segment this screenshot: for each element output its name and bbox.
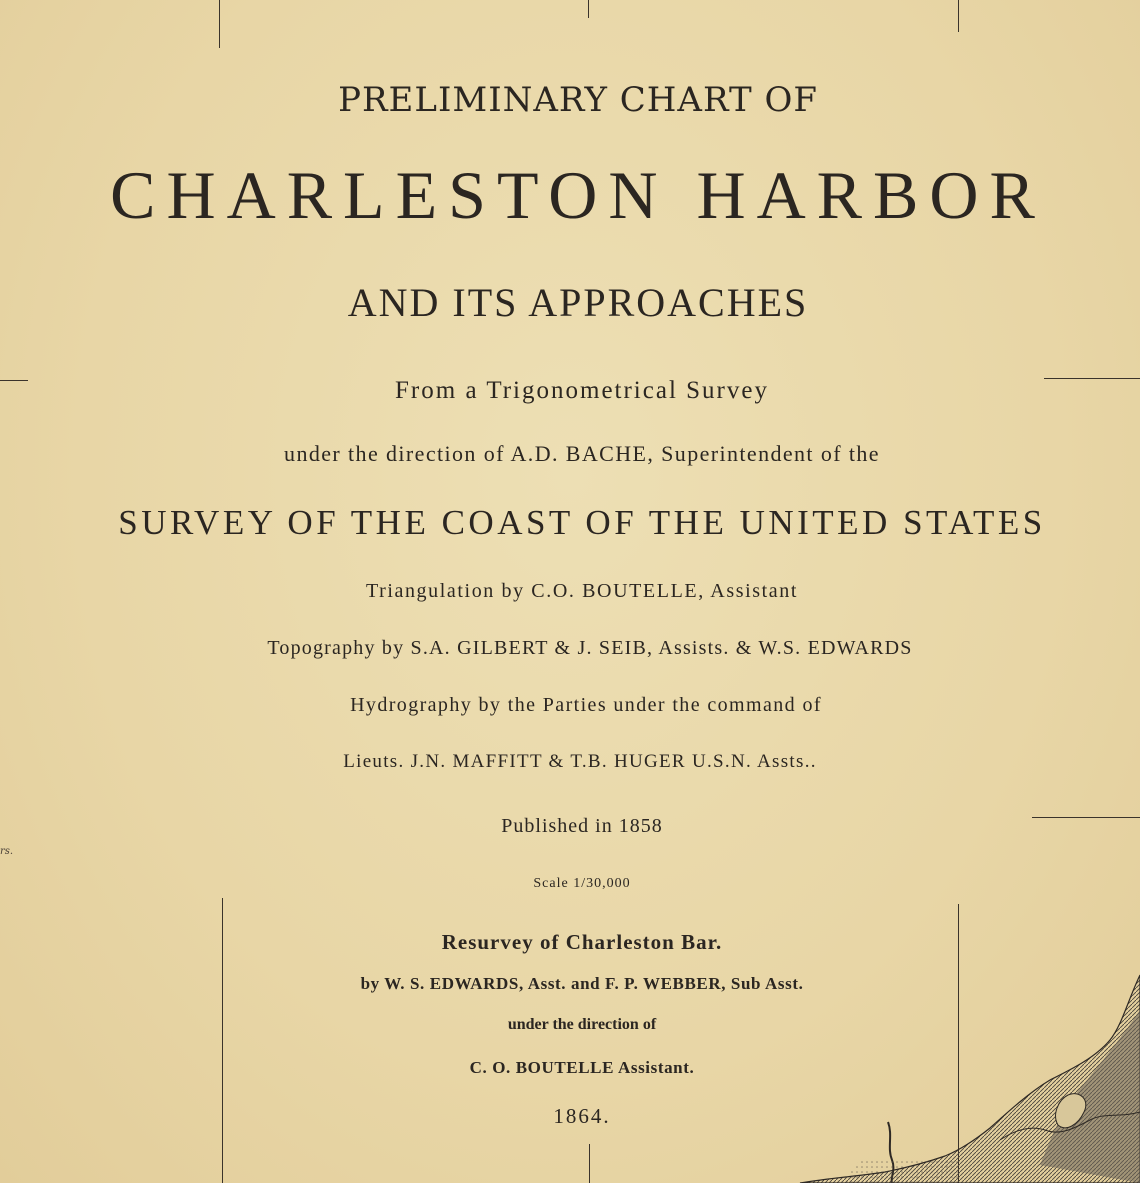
credit-triangulation: Triangulation by C.O. BOUTELLE, Assistant [365,580,799,602]
scale-label: Scale 1/30,000 [533,876,631,891]
title-charleston-harbor: CHARLESTON HARBOR [110,157,1046,233]
shoal-dots [840,1160,960,1183]
title-preliminary: PRELIMINARY CHART OF [338,80,818,120]
resurvey-year: 1864. [553,1104,611,1128]
title-approaches: AND ITS APPROACHES [347,280,809,325]
survey-line-2: under the direction of A.D. BACHE, Superintendent of the [284,441,880,466]
credit-topography: Topography by S.A. GILBERT & J. SEIB, Assists. & W.S. EDWARDS [267,637,913,659]
edge-label: rs. [0,846,14,857]
credit-hydrography: Hydrography by the Parties under the command of [350,694,822,716]
resurvey-title: Resurvey of Charleston Bar. [441,930,723,954]
resurvey-by: by W. S. EDWARDS, Asst. and F. P. WEBBER, Sub Asst. [360,974,804,993]
survey-line-3: SURVEY OF THE COAST OF THE UNITED STATES [118,503,1046,542]
resurvey-name: C. O. BOUTELLE Assistant. [469,1058,695,1077]
resurvey-under: under the direction of [507,1016,657,1033]
published-date: Published in 1858 [501,815,663,837]
survey-line-1: From a Trigonometrical Survey [395,377,769,404]
credit-lieuts: Lieuts. J.N. MAFFITT & T.B. HUGER U.S.N. Assts.. [343,751,817,772]
